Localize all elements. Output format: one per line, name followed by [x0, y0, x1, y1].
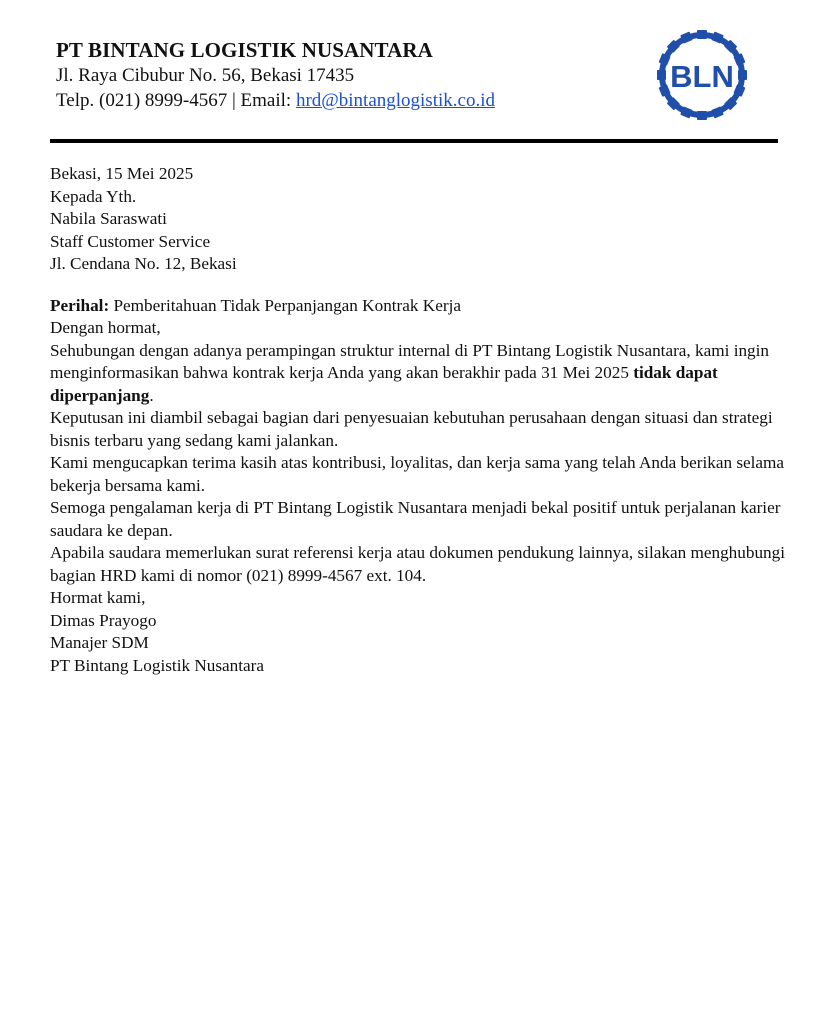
- company-address: Jl. Raya Cibubur No. 56, Bekasi 17435: [56, 65, 355, 86]
- letter-body: [50, 163, 785, 677]
- recipient-salutation: Kepada Yth.: [50, 186, 137, 206]
- paragraph-5: Apabila saudara memerlukan surat referensi kerja atau dokumen pendukung lainnya, silakan menghubungi bagian HRD kami di nomor (021) 8999-4567 ext. 104.: [50, 543, 786, 585]
- paragraph-2: Keputusan ini diambil sebagai bagian dari penyesuaian kebutuhan perusahaan dengan situasi dan strategi bisnis terbaru yang sedang kami jalankan.: [50, 408, 773, 450]
- recipient-name: Nabila Saraswati: [50, 209, 167, 228]
- logo-text: BLN: [670, 59, 734, 94]
- letter-date: Bekasi, 15 Mei 2025: [50, 164, 194, 183]
- paragraph-1-end: .: [149, 385, 154, 405]
- subject-line: [50, 295, 785, 318]
- signature-block: [50, 610, 785, 678]
- signature-title: Manajer SDM: [50, 633, 149, 652]
- paragraph-1: [50, 340, 785, 408]
- paragraph-4: Semoga pengalaman kerja di PT Bintang Logistik Nusantara menjadi bekal positif untuk perjalanan karier saudara ke depan.: [50, 498, 781, 540]
- company-name: PT BINTANG LOGISTIK NUSANTARA: [56, 38, 433, 62]
- header-divider: [50, 139, 778, 143]
- contact-text: Telp. (021) 8999-4567 | Email:: [56, 90, 296, 111]
- recipient-address: Jl. Cendana No. 12, Bekasi: [50, 254, 237, 273]
- greeting: Dengan hormat,: [50, 318, 161, 337]
- letterhead: [56, 38, 656, 113]
- signature-name: Dimas Prayogo: [50, 610, 157, 630]
- company-contact: [56, 88, 656, 113]
- paragraph-1-text: Sehubungan dengan adanya perampingan struktur internal di PT Bintang Logistik Nusantara, kami ingin menginformasikan bahwa kontrak kerja Anda yang akan berakhir pada 31 Mei 2025: [50, 340, 770, 382]
- paragraph-3: Kami mengucapkan terima kasih atas kontribusi, loyalitas, dan kerja sama yang telah Anda berikan selama bekerja bersama kami.: [50, 453, 785, 495]
- closing: Hormat kami,: [50, 588, 146, 607]
- subject-text: Pemberitahuan Tidak Perpanjangan Kontrak Kerja: [109, 295, 461, 315]
- recipient-position: Staff Customer Service: [50, 231, 211, 251]
- signature-company: PT Bintang Logistik Nusantara: [50, 655, 265, 675]
- subject-label: Perihal:: [50, 295, 110, 315]
- paragraph-1-emphasis: tidak dapat diperpanjang: [50, 363, 718, 405]
- email-link[interactable]: hrd@bintanglogistik.co.id: [295, 90, 495, 111]
- recipient-block: [50, 186, 785, 276]
- company-logo-icon: [656, 29, 748, 121]
